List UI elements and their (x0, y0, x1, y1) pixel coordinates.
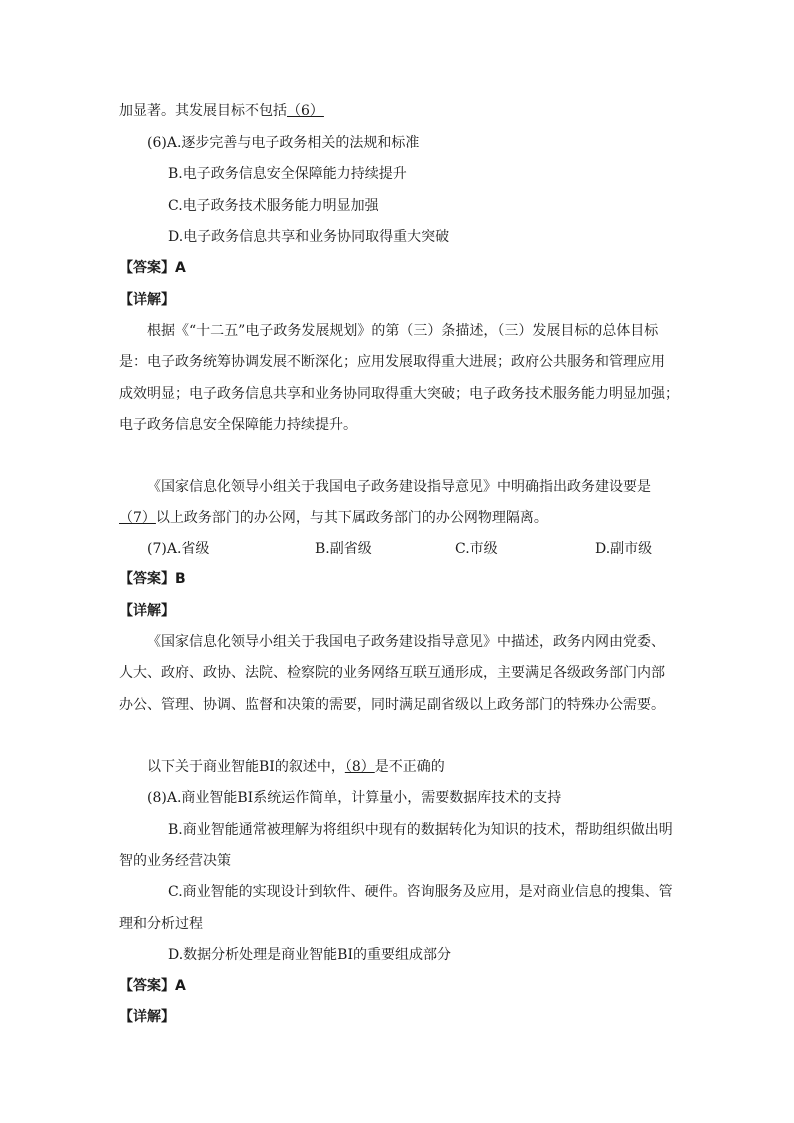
q7-option-d: D.副市级 (595, 541, 653, 557)
q6-explanation-line-4: 电子政务信息安全保障能力持续提升。 (119, 417, 357, 433)
q6-explanation-line-3: 成效明显；电子政务信息共享和业务协同取得重大突破；电子政务技术服务能力明显加强； (119, 386, 679, 402)
q7-option-c: C.市级 (455, 541, 498, 557)
q6-option-a: (6)A.逐步完善与电子政务相关的法规和标准 (147, 135, 420, 151)
q8-option-c-line-2: 理和分析过程 (119, 916, 203, 932)
q8-stem-blank: （8） (344, 759, 375, 775)
q8-stem-pre: 以下关于商业智能BI的叙述中， (147, 759, 345, 775)
q8-stem-post: 是不正确的 (374, 759, 445, 775)
q6-explanation-line-2: 是：电子政务统筹协调发展不断深化；应用发展取得重大进展；政府公共服务和管理应用 (119, 354, 665, 370)
q7-answer (119, 569, 186, 589)
q7-explanation-line-3: 办公、管理、协调、监督和决策的需要，同时满足副省级以上政务部门的特殊办公需要。 (119, 697, 665, 713)
q8-answer-label: 【答案】 (119, 978, 175, 994)
q7-answer-value: B (175, 571, 186, 587)
q8-option-b-line-1: B.商业智能通常被理解为将组织中现有的数据转化为知识的技术，帮助组织做出明 (168, 822, 673, 838)
q7-explanation-line-1: 《国家信息化领导小组关于我国电子政务建设指导意见》中描述，政务内网由党委、 (147, 634, 665, 650)
q6-answer-value: A (175, 260, 186, 276)
q7-stem-line-1: 《国家信息化领导小组关于我国电子政务建设指导意见》中明确指出政务建设要是 (147, 479, 651, 495)
q6-detail-label: 【详解】 (119, 292, 175, 308)
q6-option-b: B.电子政务信息安全保障能力持续提升 (168, 166, 407, 182)
q8-option-c-line-1: C.商业智能的实现设计到软件、硬件。咨询服务及应用，是对商业信息的搜集、管 (168, 884, 673, 900)
q6-explanation-line-1: 根据《“十二五”电子政务发展规划》的第（三）条描述，（三）发展目标的总体目标 (147, 323, 659, 339)
q7-stem-rest: 以上政务部门的办公网，与其下属政务部门的办公网物理隔离。 (155, 510, 548, 526)
q6-stem (119, 101, 324, 121)
q8-detail-label: 【详解】 (119, 1009, 175, 1025)
q8-stem (147, 757, 445, 777)
q8-answer-value: A (175, 978, 186, 994)
q7-option-b: B.副省级 (315, 541, 372, 557)
q6-answer (119, 258, 186, 278)
q7-stem-blank: （7） (119, 510, 156, 526)
q7-explanation-line-2: 人大、政府、政协、法院、检察院的业务网络互联互通形成，主要满足各级政务部门内部 (119, 665, 665, 681)
q8-answer (119, 976, 186, 996)
q6-stem-text: 加显著。其发展目标不包括 (119, 103, 287, 119)
q6-option-c: C.电子政务技术服务能力明显加强 (168, 198, 379, 214)
q8-option-d: D.数据分析处理是商业智能BI的重要组成部分 (168, 947, 451, 963)
q7-detail-label: 【详解】 (119, 603, 175, 619)
q6-stem-blank: （6） (287, 103, 324, 119)
q7-stem-line-2 (119, 508, 548, 528)
q7-answer-label: 【答案】 (119, 571, 175, 587)
q8-option-b-line-2: 智的业务经营决策 (119, 853, 231, 869)
q7-option-a: (7)A.省级 (147, 541, 210, 557)
q6-option-d: D.电子政务信息共享和业务协同取得重大突破 (168, 229, 450, 245)
q6-answer-label: 【答案】 (119, 260, 175, 276)
q8-option-a: (8)A.商业智能BI系统运作简单，计算量小，需要数据库技术的支持 (147, 790, 562, 806)
